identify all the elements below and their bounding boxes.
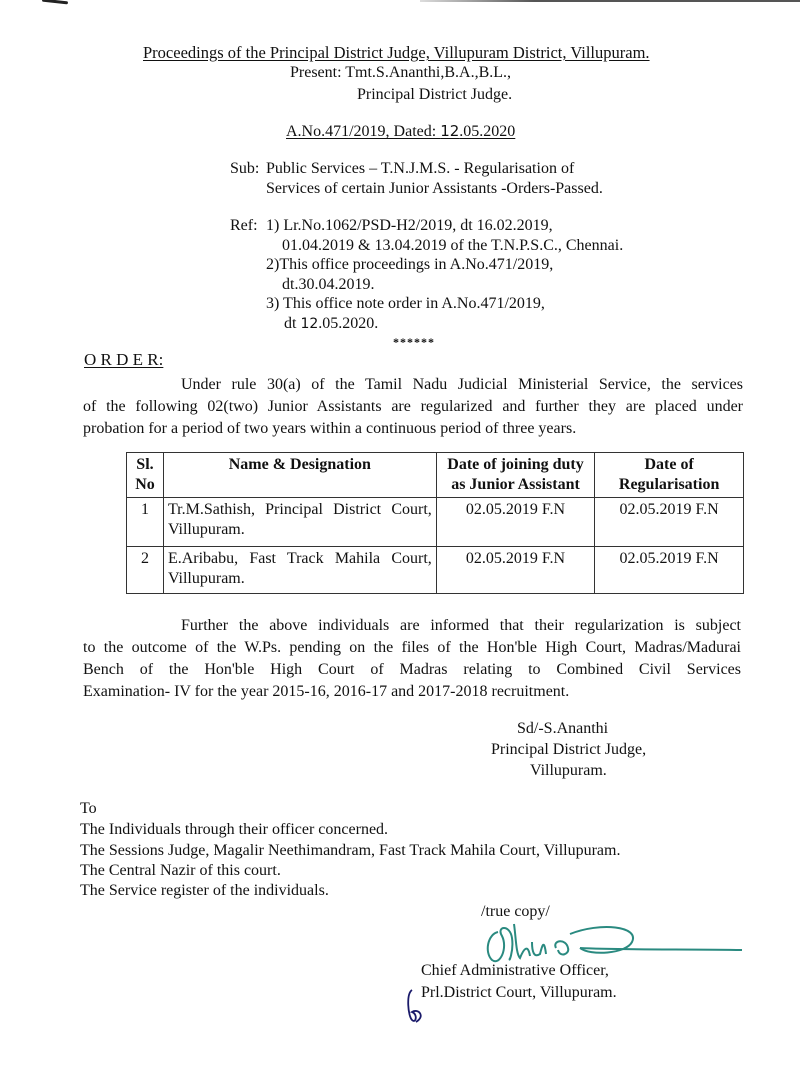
- cell-name: Tr.M.Sathish, Principal District Court, Villupuram.: [163, 498, 436, 547]
- table-header-row: [127, 453, 744, 498]
- cell-joining: 02.05.2019 F.N: [436, 498, 594, 547]
- ref-2-line-2: dt.30.04.2019.: [282, 276, 375, 293]
- scan-mark: [42, 0, 68, 4]
- further-line-1: Further the above individuals are informed that their regularization is subject: [181, 617, 741, 634]
- signature-icon: [470, 918, 750, 968]
- subject-label: Sub:: [230, 160, 260, 177]
- signatory-place: Villupuram.: [530, 762, 607, 779]
- recipient-item: The Central Nazir of this court.: [80, 862, 281, 879]
- attestation-designation: Chief Administrative Officer,: [421, 962, 609, 979]
- order-line-2: of the following 02(two) Junior Assistants are regularized and further they are placed under: [83, 398, 743, 415]
- handwritten-date: 12: [440, 122, 460, 140]
- header-date-joining: Date of joining duty as Junior Assistant: [436, 453, 594, 498]
- document-title: Proceedings of the Principal District Judge, Villupuram District, Villupuram.: [143, 43, 650, 62]
- attestation-office: Prl.District Court, Villupuram.: [421, 984, 617, 1001]
- reference-number: [286, 122, 515, 141]
- cell-regularisation: 02.05.2019 F.N: [595, 498, 744, 547]
- further-line-4: Examination- IV for the year 2015-16, 2016-17 and 2017-2018 recruitment.: [83, 683, 570, 700]
- ref-1-line-2: 01.04.2019 & 13.04.2019 of the T.N.P.S.C., Chennai.: [282, 237, 624, 254]
- recipient-item: The Service register of the individuals.: [80, 882, 329, 899]
- true-copy-label: /true copy/: [481, 903, 550, 920]
- ref-2-line-1: 2)This office proceedings in A.No.471/2019,: [266, 256, 554, 273]
- scan-edge-line: [420, 0, 800, 2]
- recipient-item: The Sessions Judge, Magalir Neethimandram, Fast Track Mahila Court, Villupuram.: [80, 842, 621, 859]
- present-line: Present: Tmt.S.Ananthi,B.A.,B.L.,: [290, 64, 512, 81]
- header-name-designation: Name & Designation: [163, 453, 436, 498]
- reference-number-text: A.No.471/2019, Dated:: [286, 123, 441, 140]
- header-sl-no: Sl. No: [127, 453, 164, 498]
- cell-joining: 02.05.2019 F.N: [436, 547, 594, 594]
- cell-name: E.Aribabu, Fast Track Mahila Court, Villupuram.: [163, 547, 436, 594]
- signatory-name: Sd/-S.Ananthi: [517, 720, 609, 737]
- order-line-3: probation for a period of two years within a continuous period of three years.: [83, 420, 577, 437]
- order-paragraph: [83, 374, 743, 440]
- ref-3-rest: .05.2020.: [318, 315, 379, 332]
- further-line-2: to the outcome of the W.Ps. pending on the files of the Hon'ble High Court, Madras/Madurai: [83, 639, 741, 656]
- initial-mark-icon: [404, 986, 428, 1026]
- ref-3-line-1: 3) This office note order in A.No.471/2019,: [266, 295, 545, 312]
- ref-1-line-1: 1) Lr.No.1062/PSD-H2/2019, dt 16.02.2019,: [266, 217, 553, 234]
- table-row: [127, 547, 744, 594]
- header-date-regularisation: Date of Regularisation: [595, 453, 744, 498]
- ref-label: Ref:: [230, 217, 258, 234]
- present-designation: Principal District Judge.: [357, 86, 513, 103]
- ref-3-prefix: dt: [284, 315, 301, 332]
- signatory-designation: Principal District Judge,: [491, 741, 647, 758]
- handwritten-date: 12: [300, 316, 319, 332]
- separator: ******: [393, 335, 435, 349]
- order-heading: O R D E R:: [84, 350, 164, 369]
- table-row: [127, 498, 744, 547]
- further-paragraph: [83, 615, 741, 703]
- subject-line-2: Services of certain Junior Assistants -Orders-Passed.: [266, 180, 603, 197]
- cell-sl: 2: [127, 547, 164, 594]
- subject-line-1: Public Services – T.N.J.M.S. - Regularisation of: [266, 160, 575, 177]
- recipient-item: The Individuals through their officer concerned.: [80, 821, 389, 838]
- order-line-1: Under rule 30(a) of the Tamil Nadu Judicial Ministerial Service, the services: [181, 376, 743, 393]
- to-label: To: [80, 800, 97, 817]
- reference-date-rest: .05.2020: [459, 123, 516, 140]
- further-line-3: Bench of the Hon'ble High Court of Madras relating to Combined Civil Services: [83, 661, 741, 678]
- regularisation-table: [126, 452, 744, 594]
- cell-sl: 1: [127, 498, 164, 547]
- cell-regularisation: 02.05.2019 F.N: [595, 547, 744, 594]
- ref-3-line-2: [284, 315, 378, 333]
